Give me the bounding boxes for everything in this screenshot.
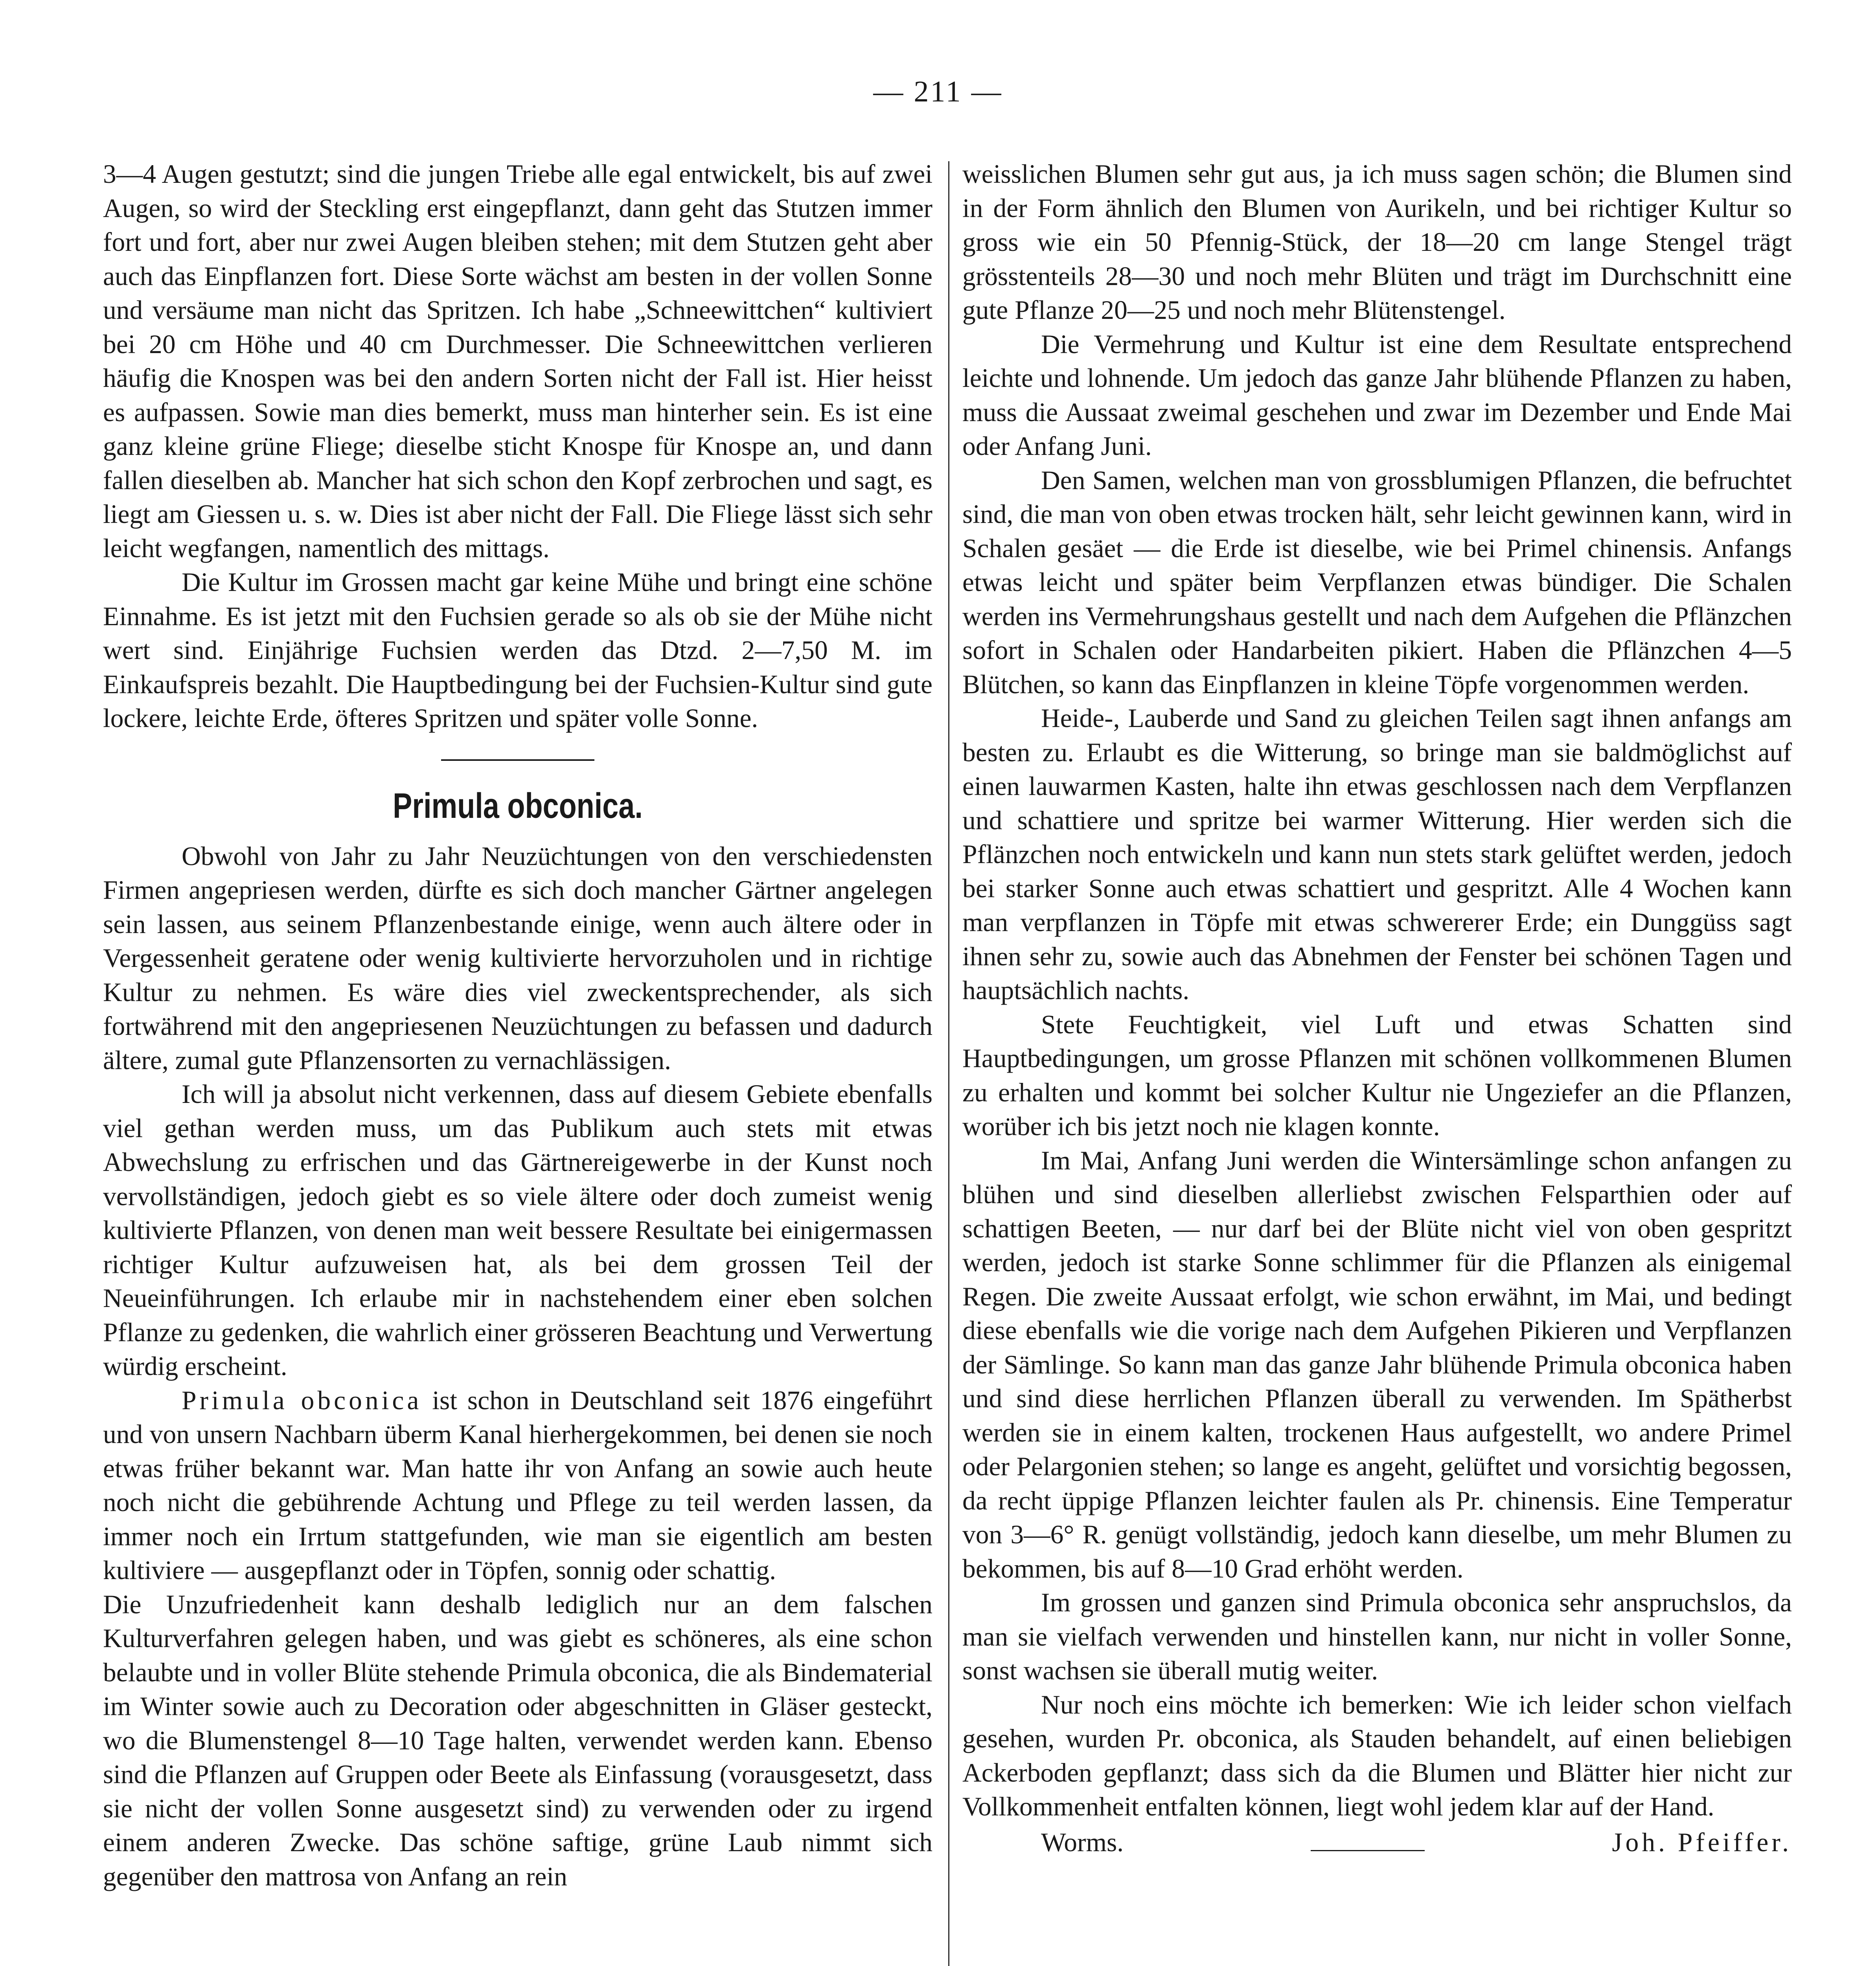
signature-name: Joh. Pfeiffer. — [1612, 1827, 1792, 1857]
paragraph-intro: Obwohl von Jahr zu Jahr Neuzüchtungen von den verschiedensten Firmen angepriesen werden, dürfte es sich doch mancher Gärtner angelegen sein lassen, aus seinem Pflanzenbestande einige, wenn auch ältere oder in Vergessenheit geratene oder wenig kultivierte hervorzuholen und in richtige Kultur zu nehmen. Es wäre dies viel zweckentsprechender, als sich fortwährend mit den angepriesenen Neuzüchtungen zu befassen und dadurch ältere, zumal gute Pflanzensorten zu vernachlässigen. — [103, 841, 932, 1075]
column-divider — [948, 161, 949, 1966]
paragraph-soil: Heide-, Lauberde und Sand zu gleichen Teilen sagt ihnen anfangs am besten zu. Erlaubt es die Witterung, so bringe man sie baldmöglichst auf einen lauwarmen Kasten, halte ihn etwas geschlossen nach dem Verpflanzen und schattiere und spritze bei warmer Witterung. Hier werden sich die Pflänzchen noch entwickeln und kann nun stets stark gelüftet werden, jedoch bei starker Sonne auch etwas schattiert und gespritzt. Alle 4 Wochen kann man verpflanzen in Töpfe mit etwas schwererer Erde; ein Dunggüss sagt ihnen sehr zu, sowie auch das Abnehmen der Fenster bei schönen Tagen und hauptsächlich nachts. — [962, 703, 1792, 1005]
paragraph-history — [103, 1384, 932, 1588]
article-heading: Primula obconica. — [393, 786, 643, 826]
paragraph-new-breeds: Ich will ja absolut nicht verkennen, dass auf diesem Gebiete ebenfalls viel gethan werden muss, um das Publikum auch stets mit etwas Abwechslung zu erfrischen und das Gärtnereigewerbe in der Kunst noch vervollständigen, jedoch giebt es so viele ältere oder doch zumeist wenig kultivierte Pflanzen, von denen man weit bessere Resultate bei einigermassen richtiger Kultur aufzuweisen hat, als bei dem grossen Teil der Neueinführungen. Ich erlaube mir in nachstehendem einer eben solchen Pflanze zu gedenken, die wahrlich einer grösseren Beachtung und Verwertung würdig erscheint. — [103, 1079, 932, 1381]
right-column — [962, 157, 1792, 1859]
paragraph-moisture: Stete Feuchtigkeit, viel Luft und etwas Schatten sind Hauptbedingungen, um grosse Pflanzen mit schönen vollkommenen Blumen zu erhalten und kommt bei solcher Kultur nie Ungeziefer an die Pflanzen, worüber ich bis jetzt noch nie klagen konnte. — [962, 1009, 1792, 1141]
left-column — [103, 157, 932, 1894]
page-number: — 211 — — [873, 75, 1003, 108]
signature-line — [962, 1826, 1792, 1860]
paragraph-propagation: Die Vermehrung und Kultur ist eine dem Resultate entsprechend leichte und lohnende. Um jedoch das ganze Jahr blühende Pflanzen zu haben, muss die Aussaat zweimal geschehen und zwar im Dezember und Ende Mai oder Anfang Juni. — [962, 329, 1792, 461]
paragraph-closing: Nur noch eins möchte ich bemerken: Wie ich leider schon vielfach gesehen, wurden Pr. obconica, als Stauden behandelt, auf einen beliebigen Ackerboden gepflanzt; dass sich da die Blumen und Blätter hier nicht zur Vollkommenheit entfalten können, liegt wohl jedem klar auf der Hand. — [962, 1690, 1792, 1821]
species-name-spaced: Primula obconica — [182, 1385, 422, 1415]
paragraph-summary: Im grossen und ganzen sind Primula obconica sehr anspruchslos, da man sie vielfach verwenden und hinstellen kann, nur nicht in voller Sonne, sonst wachsen sie überall mutig weiter. — [962, 1588, 1792, 1685]
paragraph-fuchsia-cuttings: 3—4 Augen gestutzt; sind die jungen Triebe alle egal entwickelt, bis auf zwei Augen, so wird der Steckling erst eingepflanzt, dann geht das Stutzen immer fort und fort, aber nur zwei Augen bleiben stehen; mit dem Stutzen geht aber auch das Einpflanzen fort. Diese Sorte wächst am besten in der vollen Sonne und versäume man nicht das Spritzen. Ich habe „Schneewittchen“ kultiviert bei 20 cm Höhe und 40 cm Durchmesser. Die Schneewittchen verlieren häufig die Knospen was bei den andern Sorten nicht der Fall ist. Hier heisst es aufpassen. Sowie man dies bemerkt, muss man hinterher sein. Es ist eine ganz kleine grüne Fliege; dieselbe sticht Knospe für Knospe an, und dann fallen dieselben ab. Mancher hat sich schon den Kopf zerbrochen und sagt, es liegt am Giessen u. s. w. Dies ist aber nicht der Fall. Die Fliege lässt sich sehr leicht wegfangen, namentlich des mittags. — [103, 159, 932, 563]
paragraph-seeds: Den Samen, welchen man von grossblumigen Pflanzen, die befruchtet sind, die man von oben etwas trocken hält, sehr leicht gewinnen kann, wird in Schalen gesäet — die Erde ist dieselbe, wie bei Primel chinensis. Anfangs etwas leicht und später beim Verpflanzen etwas bündiger. Die Schalen werden ins Vermehrungshaus gestellt und nach dem Aufgehen die Pflänzchen sofort in Schalen oder Handarbeiten pikiert. Haben die Pflänzchen 4—5 Blütchen, so kann das Einpflanzen in kleine Töpfe vorgenommen werden. — [962, 465, 1792, 699]
paragraph-seasons: Im Mai, Anfang Juni werden die Wintersämlinge schon anfangen zu blühen und sind dieselben allerliebst zwischen Felsparthien oder auf schattigen Beeten, — nur darf bei der Blüte nicht viel von oben gespritzt werden, jedoch ist starke Sonne schlimmer für die Pflanzen als einigemal Regen. Die zweite Aussaat erfolgt, wie schon erwähnt, im Mai, und bedingt diese ebenfalls wie die vorige nach dem Aufgehen Pikieren und Verpflanzen der Sämlinge. So kann man das ganze Jahr blühende Primula obconica haben und sind diese herrlichen Pflanzen überall zu verwenden. Im Spätherbst werden sie in einem kalten, trockenen Haus aufgestellt, wo andere Primel oder Pelargonien stehen; so lange es angeht, gelüftet und vorsichtig begossen, da recht üppige Pflanzen leichter faulen als Pr. chinensis. Eine Temperatur von 3—6° R. genügt vollständig, jedoch kann dieselbe, um mehr Blumen zu bekommen, bis auf 8—10 Grad erhöht werden. — [962, 1145, 1792, 1583]
section-divider — [441, 759, 594, 761]
paragraph-flowers: weisslichen Blumen sehr gut aus, ja ich muss sagen schön; die Blumen sind in der Form ähnlich den Blumen von Aurikeln, und bei richtiger Kultur so gross wie ein 50 Pfennig-Stück, der 18—20 cm lange Stengel trägt grösstenteils 28—30 und noch mehr Blüten und trägt im Durchschnitt eine gute Pflanze 20—25 und noch mehr Blütenstengel. — [962, 159, 1792, 325]
paragraph-uses: Die Unzufriedenheit kann deshalb lediglich nur an dem falschen Kulturverfahren gelegen haben, und was giebt es schöneres, als eine schon belaubte und in voller Blüte stehende Primula obconica, die als Bindematerial im Winter sowie auch zu Decoration oder abgeschnitten in Gläser gesteckt, wo die Blumenstengel 8—10 Tage halten, verwendet werden kann. Ebenso sind die Pflanzen auf Gruppen oder Beete als Einfassung (vorausgesetzt, dass sie nicht der vollen Sonne ausgesetzt sind) zu verwenden oder zu irgend einem anderen Zwecke. Das schöne saftige, grüne Laub nimmt sich gegenüber den mattrosa von Anfang an rein — [103, 1589, 932, 1891]
paragraph-fuchsia-culture: Die Kultur im Grossen macht gar keine Mühe und bringt eine schöne Einnahme. Es ist jetzt mit den Fuchsien gerade so als ob sie der Mühe nicht wert sind. Einjährige Fuchsien werden das Dtzd. 2—7,50 M. im Einkaufspreis bezahlt. Die Hauptbedingung bei der Fuchsien-Kultur sind gute lockere, leichte Erde, öfteres Spritzen und später volle Sonne. — [103, 567, 932, 733]
paragraph-history-text: ist schon in Deutschland seit 1876 eingeführt und von unsern Nachbarn überm Kanal hierhergekommen, bei denen sie noch etwas früher bekannt war. Man hatte ihr von Anfang an sowie auch heute noch nicht die gebührende Achtung und Pflege zu teil werden lassen, da immer noch ein Irrtum stattgefunden, wie man sie eigentlich am besten kultiviere — ausgepflanzt oder in Töpfen, sonnig oder schattig. — [103, 1385, 932, 1585]
signature-place: Worms. — [1041, 1827, 1124, 1857]
signature-rule — [1311, 1850, 1425, 1851]
